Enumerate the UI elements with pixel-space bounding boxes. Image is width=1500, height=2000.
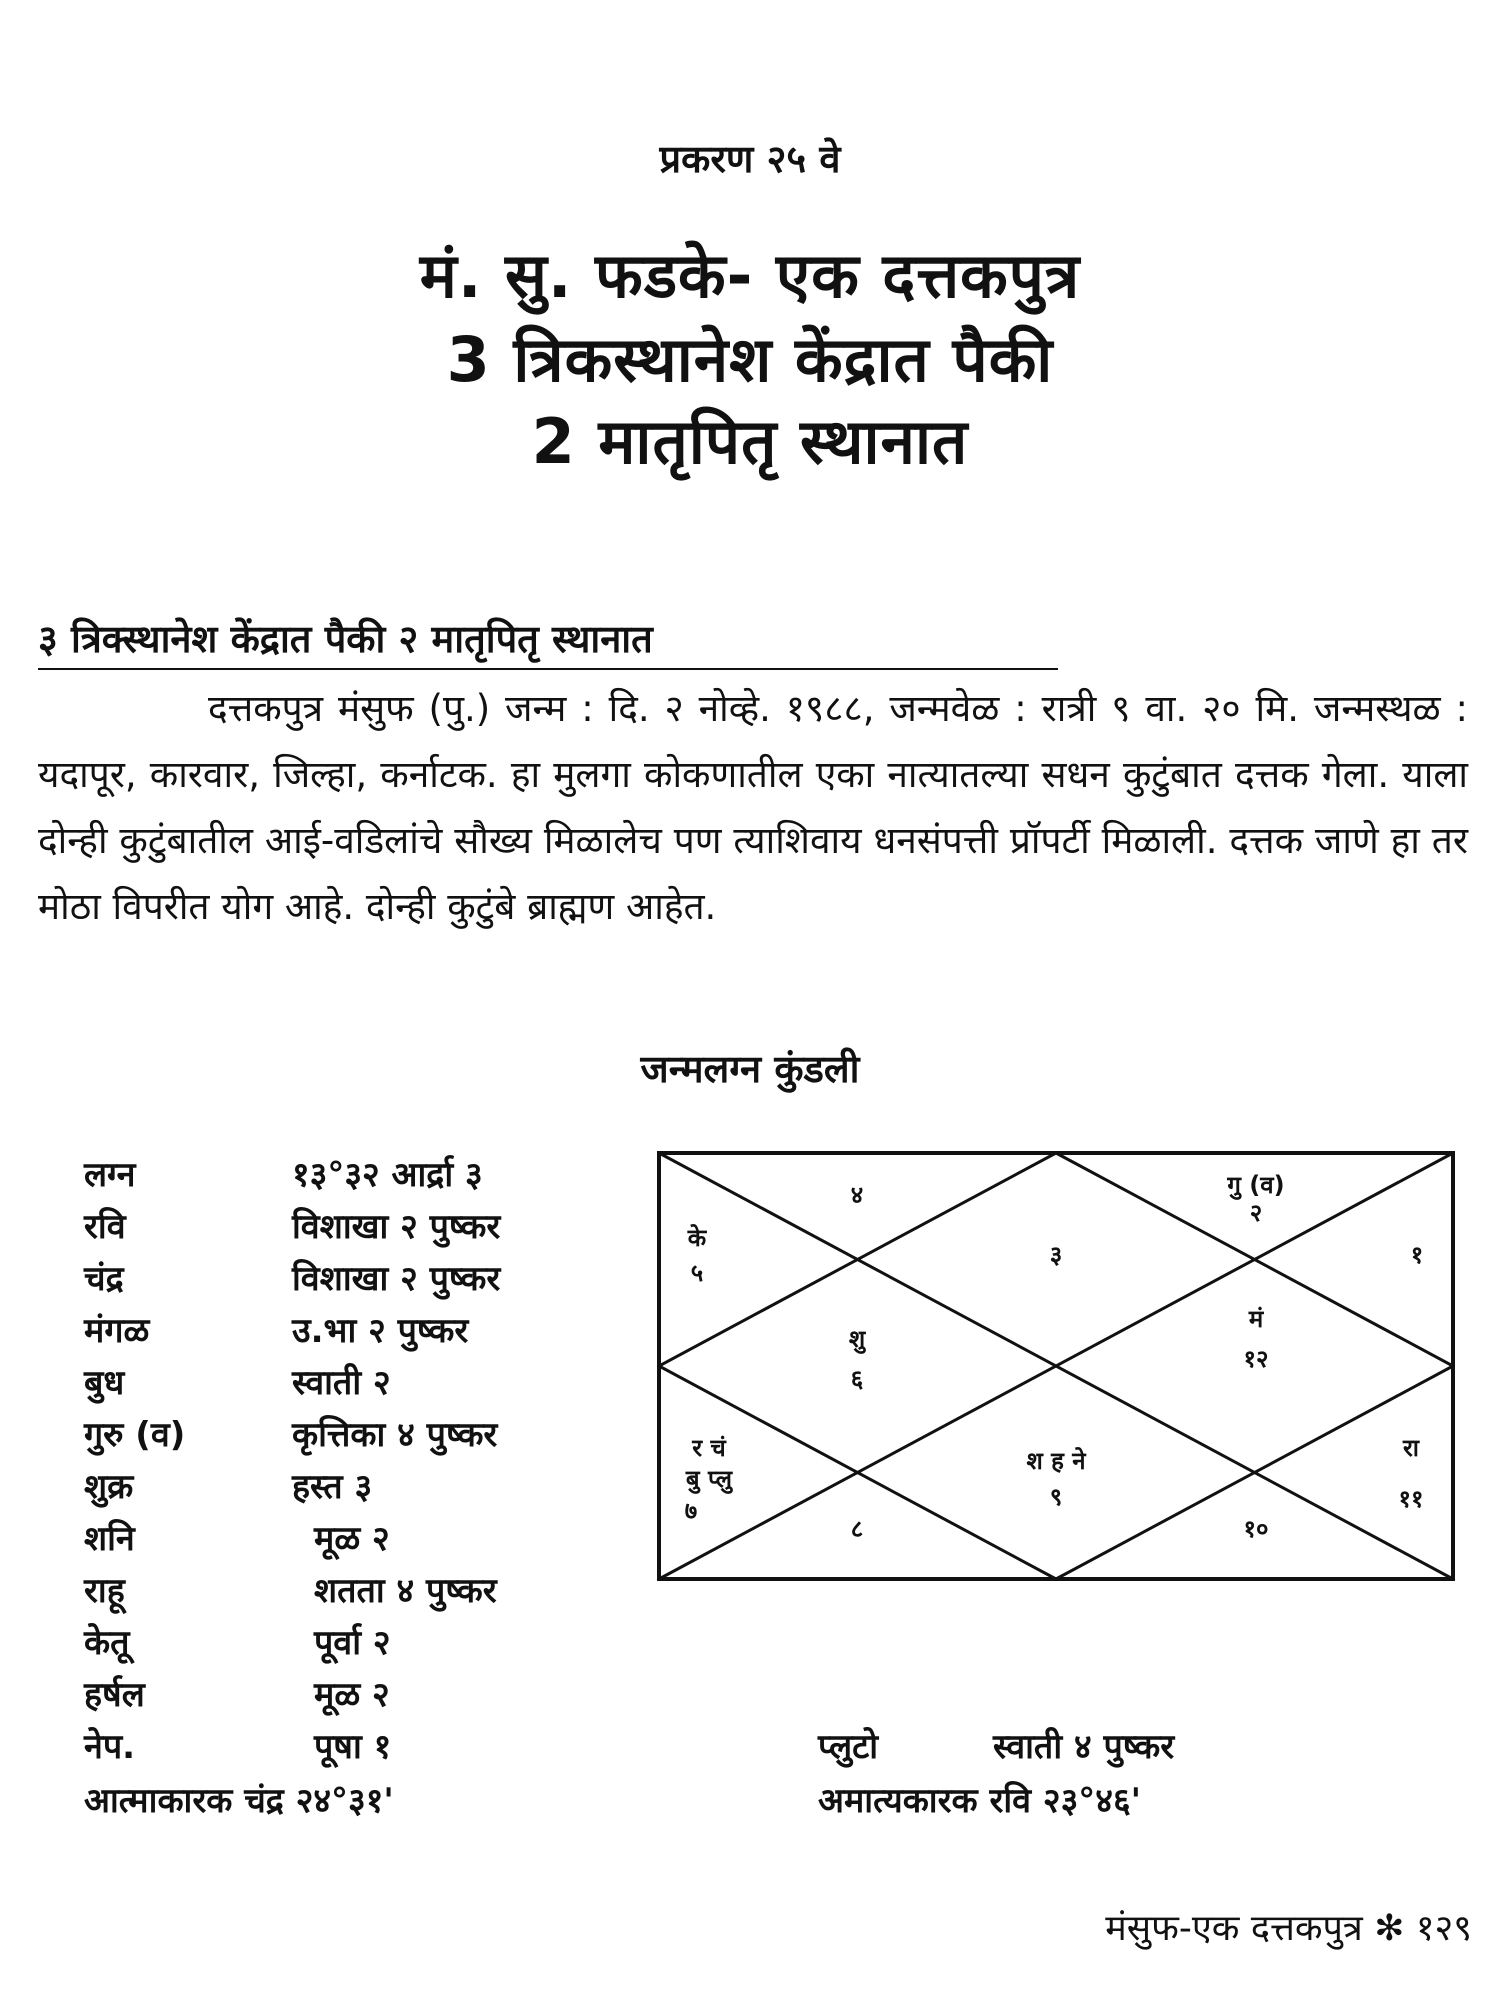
house-planets: शु bbox=[848, 1325, 866, 1353]
atmakaraka-text: आत्माकारक चंद्र २४°३१' bbox=[84, 1781, 394, 1821]
planet-name: हर्षल bbox=[84, 1675, 145, 1715]
section-heading-underline bbox=[38, 668, 1058, 670]
planet-position: शतता ४ पुष्कर bbox=[314, 1571, 497, 1611]
planet-name: चंद्र bbox=[84, 1259, 124, 1299]
planet-name: शनि bbox=[84, 1519, 135, 1559]
planet-position: उ.भा २ पुष्कर bbox=[292, 1311, 469, 1351]
planet-name: बुध bbox=[84, 1363, 125, 1403]
kundli-chart bbox=[657, 1151, 1455, 1581]
page-footer: मंसुफ-एक दत्तकपुत्र ✻ १२९ bbox=[1105, 1908, 1472, 1949]
planet-position: विशाखा २ पुष्कर bbox=[292, 1259, 501, 1299]
house-number: ४ bbox=[850, 1181, 864, 1209]
pluto-name: प्लुटो bbox=[818, 1727, 879, 1767]
planet-name: लग्न bbox=[84, 1155, 136, 1195]
planet-position: स्वाती २ bbox=[292, 1363, 391, 1403]
planet-name: रवि bbox=[84, 1207, 126, 1247]
page-title-line-1: मं. सु. फडके- एक दत्तकपुत्र bbox=[419, 239, 1081, 312]
planet-position: पूषा १ bbox=[314, 1727, 392, 1767]
planet-name: गुरु (व) bbox=[84, 1415, 186, 1455]
house-planets: के bbox=[687, 1224, 707, 1252]
planet-position: मूळ २ bbox=[314, 1675, 390, 1715]
planet-name: केतू bbox=[84, 1623, 130, 1663]
planet-name: राहू bbox=[84, 1571, 125, 1611]
house-number: ११ bbox=[1398, 1485, 1424, 1513]
chapter-number: प्रकरण २५ वे bbox=[659, 137, 841, 181]
planet-name: नेप. bbox=[84, 1727, 136, 1767]
section-heading: ३ त्रिक्स्थानेश केंद्रात पैकी २ मातृपितृ स्थानात bbox=[38, 617, 653, 661]
amatyakaraka-text: अमात्यकारक रवि २३°४६' bbox=[818, 1781, 1142, 1821]
house-number: ६ bbox=[850, 1365, 864, 1393]
house-number: २ bbox=[1249, 1199, 1263, 1227]
house-number: ५ bbox=[690, 1259, 704, 1287]
house-number: १० bbox=[1243, 1515, 1269, 1543]
planet-position: विशाखा २ पुष्कर bbox=[292, 1207, 501, 1247]
house-planets: र चं bbox=[692, 1434, 726, 1462]
planet-position: पूर्वा २ bbox=[314, 1623, 391, 1663]
planet-name: मंगळ bbox=[84, 1311, 150, 1351]
page-title-line-2: 3 त्रिकस्थानेश केंद्रात पैकी bbox=[446, 323, 1054, 396]
planet-position: १३°३२ आर्द्रा ३ bbox=[292, 1155, 483, 1195]
house-number: ९ bbox=[1049, 1483, 1063, 1511]
house-number: ८ bbox=[850, 1515, 864, 1543]
pluto-position: स्वाती ४ पुष्कर bbox=[993, 1727, 1175, 1767]
body-paragraph bbox=[38, 676, 1468, 940]
planet-position: कृत्तिका ४ पुष्कर bbox=[292, 1415, 498, 1455]
house-number: १ bbox=[1410, 1241, 1424, 1269]
planet-position: हस्त ३ bbox=[292, 1467, 373, 1507]
house-number: १२ bbox=[1243, 1345, 1269, 1373]
house-planets: मं bbox=[1248, 1305, 1264, 1333]
planet-name: शुक्र bbox=[84, 1467, 134, 1507]
kundli-title: जन्मलग्न कुंडली bbox=[640, 1047, 860, 1091]
paragraph-text: दत्तकपुत्र मंसुफ (पु.) जन्म : दि. २ नोव्हे. १९८८, जन्मवेळ : रात्री ९ वा. २० मि. जन्मस्थळ : यदापूर, कारवार, जिल्हा, कर्नाटक. हा मुलगा कोकणातील एका नात्यातल्या सधन कुटुंबात दत्तक गेला. याला दोन्ही कुटुंबातील आई-वडिलांचे सौख्य मिळालेच पण त्याशिवाय धनसंपत्ती प्रॉपर्टी मिळाली. दत्तक जाणे हा तर मोठा विपरीत योग आहे. दोन्ही कुटुंबे ब्राह्मण आहेत. bbox=[38, 687, 1468, 928]
house-planets: रा bbox=[1402, 1434, 1420, 1462]
house-number: ७ bbox=[684, 1497, 698, 1525]
house-planets: गु (व) bbox=[1227, 1171, 1285, 1199]
house-planets: बु प्लु bbox=[685, 1465, 733, 1493]
house-planets: श ह ने bbox=[1026, 1447, 1086, 1475]
house-number: ३ bbox=[1049, 1241, 1063, 1269]
page-title-line-3: 2 मातृपितृ स्थानात bbox=[531, 405, 969, 478]
planet-position: मूळ २ bbox=[314, 1519, 390, 1559]
